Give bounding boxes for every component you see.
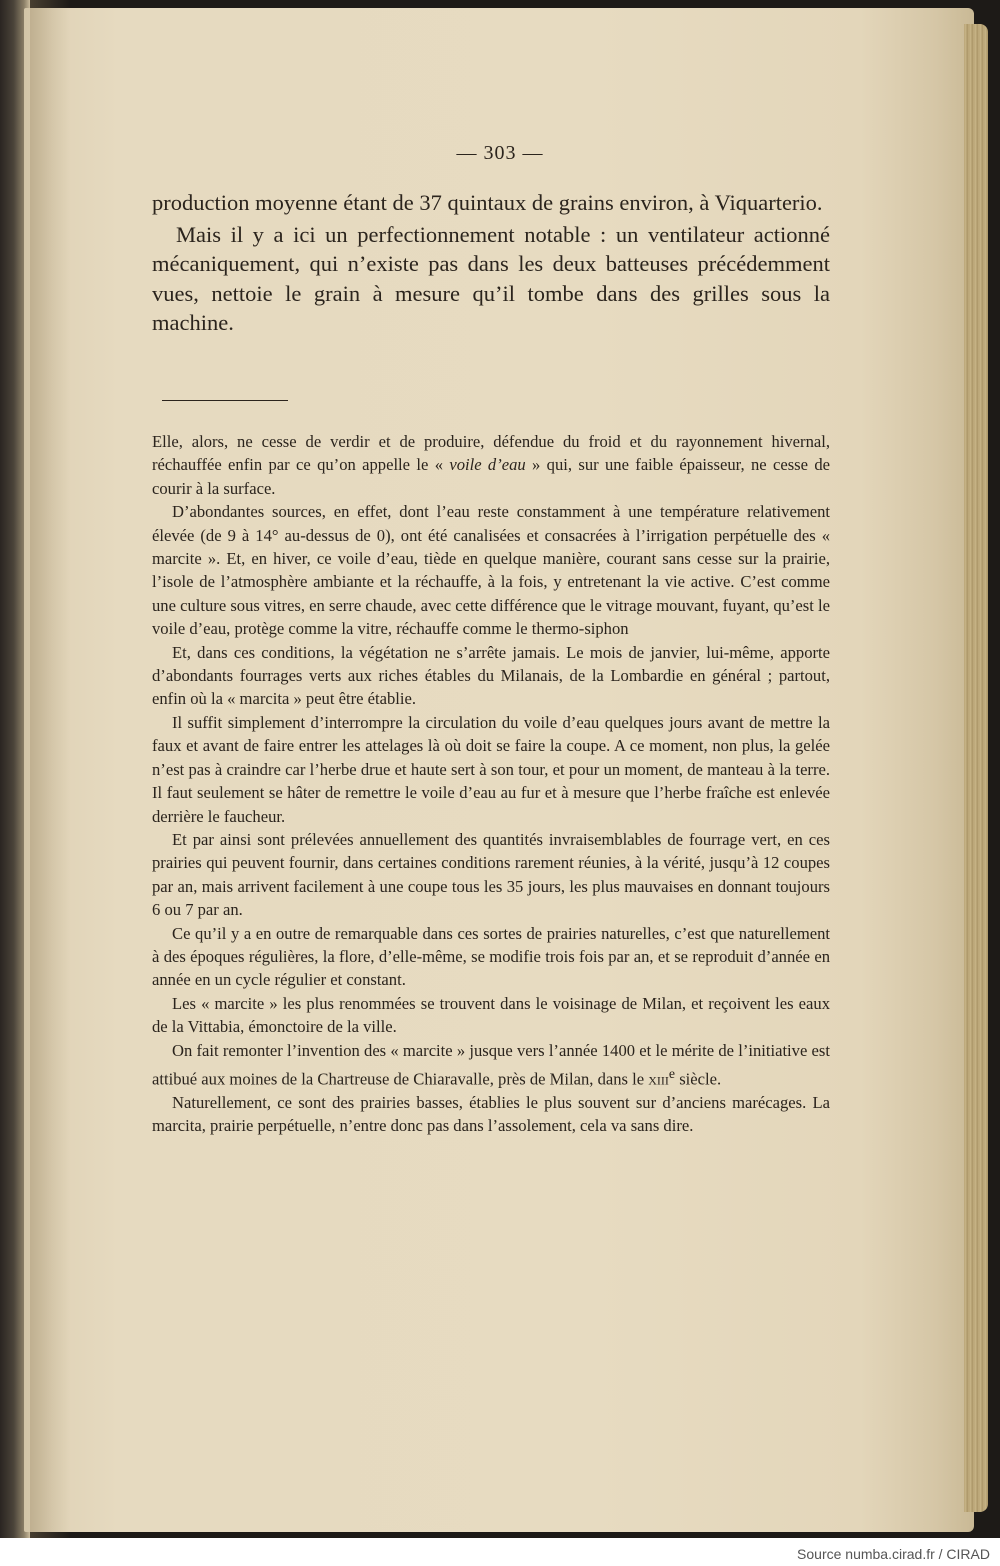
footnote-paragraph [152, 430, 830, 500]
footnote-text-run: On fait remonter l’invention des « marcite » jusque vers l’année 1400 et le mérite de l’initiative est attibué aux moines de la Chartreuse de Chiaravalle, près de Milan, dans le [152, 1040, 830, 1089]
main-text [152, 188, 830, 338]
footnote-paragraph: Et par ainsi sont prélevées annuellement des quantités invraisemblables de fourrage vert, en ces prairies qui peuvent fournir, dans certaines conditions rarement réunies, à la vérité, jusqu’à 12 coupes par an, mais arrivent facilement à une coupe tous les 35 jours, les plus mauvaises en donnant toujours 6 ou 7 par an. [152, 829, 830, 920]
page-edges [964, 24, 988, 1512]
footnote-paragraph: Naturellement, ce sont des prairies basses, établies le plus souvent sur d’anciens marécages. La marcita, prairie perpétuelle, n’entre donc pas dans l’assolement, cela va sans dire. [152, 1092, 830, 1136]
source-credit: Source numba.cirad.fr / CIRAD [797, 1546, 990, 1562]
footnote-emphasis: voile d’eau [449, 455, 526, 475]
footnote-text-run: siècle. [675, 1069, 722, 1089]
footnote-text-run: Elle, alors, ne cesse de verdir et de produire, défendue du froid et du rayonnement hivernal, réchauffée enfin par ce qu’on appelle le « [152, 432, 830, 475]
footnote-text [152, 430, 830, 1138]
main-paragraph: production moyenne étant de 37 quintaux de grains environ, à Viquarterio. [152, 190, 823, 215]
century-numeral: xiii [648, 1069, 669, 1089]
footnote-paragraph: Les « marcite » les plus renommées se trouvent dans le voisinage de Milan, et reçoivent les eaux de la Vittabia, émonctoire de la ville. [152, 993, 830, 1037]
footnote-paragraph: Il suffit simplement d’interrompre la circulation du voile d’eau quelques jours avant de mettre la faux et avant de faire entrer les attelages là où doit se faire la coupe. A ce moment, non plus, la gelée n’est pas à craindre car l’herbe drue et haute sert à son tour, et pour un moment, de manteau à la terre. Il faut seulement se hâter de remettre le voile d’eau au fur et à mesure que l’herbe fraîche est enlevée derrière le faucheur. [152, 712, 830, 826]
footnote-paragraph: Ce qu’il y a en outre de remarquable dans ces sortes de prairies naturelles, c’est que naturellement à des époques régulières, la flore, d’elle-même, se modifie trois fois par an, et se reproduit d’année en année en un cycle régulier et constant. [152, 923, 830, 990]
footnote-paragraph [152, 1039, 830, 1091]
page-number: — 303 — [456, 142, 544, 164]
footnote-paragraph: D’abondantes sources, en effet, dont l’eau reste constamment à une température relativement élevée (de 9 à 14° au-dessus de 0), ont été canalisées et consacrées à l’irrigation perpétuelle des « marcite ». Et, en hiver, ce voile d’eau, tiède en quelque manière, courant sans cesse sur la prairie, l’isole de l’atmosphère ambiante et la réchauffe, à la fois, y entretenant la vie active. C’est comme une culture sous vitres, en serre chaude, avec cette différence que le vitrage mouvant, fuyant, qu’est le voile d’eau, protège comme la vitre, réchauffe comme le thermo-siphon [152, 502, 830, 639]
main-paragraph: Mais il y a ici un perfectionnement notable : un ventilateur actionné mécaniquement, qui n’existe pas dans les deux batteuses précédemment vues, nettoie le grain à mesure qu’il tombe dans des grilles sous la machine. [152, 221, 830, 335]
footnote-text-run: » qui, sur une faible épaisseur, ne cesse de courir à la surface. [152, 455, 830, 498]
footnote-separator [162, 400, 288, 401]
gutter-shadow [30, 0, 70, 1538]
footnote-paragraph: Et, dans ces conditions, la végétation ne s’arrête jamais. Le mois de janvier, lui-même, apporte d’abondants fourrages verts aux riches étables du Milanais, de la Lombardie en général ; partout, enfin où la « marcita » peut être établie. [152, 642, 830, 709]
superscript: e [668, 1065, 676, 1081]
